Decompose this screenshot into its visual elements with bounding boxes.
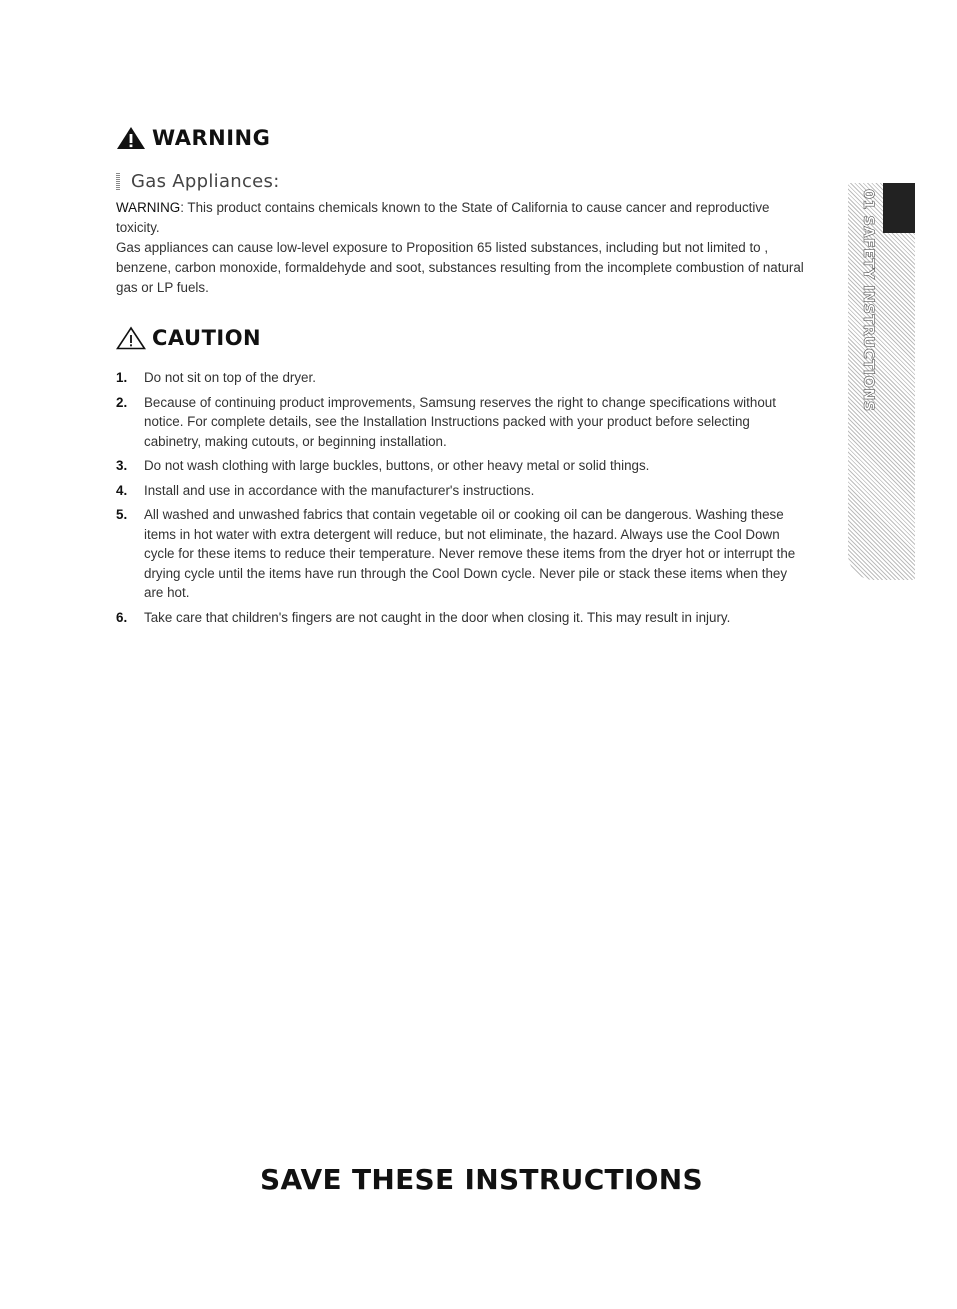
- item-number: 3.: [116, 458, 128, 473]
- gas-warning-paragraph: [116, 198, 806, 238]
- warning-heading: [116, 126, 270, 150]
- item-text: All washed and unwashed fabrics that contain vegetable oil or cooking oil can be dangerous. Washing these items in hot water with extra detergent will reduce, but not eliminate, the hazard. Always use the Cool Down cycle for these items to reduce their temperature. Never remove these items from the dryer hot or interrupt the drying cycle until the items have run through the Cool Down cycle. Never pile or stack these items when they are hot.: [144, 507, 796, 600]
- warning-text: : This product contains chemicals known to the State of California to cause cancer and reproductive toxicity.: [116, 200, 770, 235]
- item-number: 2.: [116, 394, 128, 410]
- side-tab-label: 01 SAFETY INSTRUCTIONS: [860, 189, 876, 412]
- section-side-tab: [848, 183, 915, 580]
- list-item: [116, 393, 806, 452]
- list-item: [116, 481, 806, 501]
- item-text: Because of continuing product improvements, Samsung reserves the right to change specifications without notice. For complete details, see the Installation Instructions packed with your product before selecting cabinetry, making cutouts, or beginning installation.: [144, 394, 776, 449]
- gas-exposure-paragraph: Gas appliances can cause low-level exposure to Proposition 65 listed substances, including but not limited to , benzene, carbon monoxide, formaldehyde and soot, substances resulting from the incomplete combustion of natural gas or LP fuels.: [116, 240, 804, 295]
- item-number: 6.: [116, 609, 128, 625]
- caution-list: [116, 368, 806, 632]
- caution-heading: [116, 326, 261, 350]
- save-instructions-title: SAVE THESE INSTRUCTIONS: [260, 1163, 703, 1196]
- subheading-bar: [116, 173, 120, 190]
- subheading-text: Gas Appliances:: [131, 171, 280, 192]
- caution-title: CAUTION: [152, 326, 262, 350]
- list-item: [116, 368, 806, 388]
- list-item: [116, 505, 806, 603]
- warning-triangle-icon: [116, 126, 146, 150]
- item-text: Take care that children's fingers are not caught in the door when closing it. This may result in injury.: [144, 609, 731, 625]
- caution-triangle-icon: [116, 326, 146, 350]
- list-item: [116, 456, 806, 476]
- list-item: [116, 608, 806, 628]
- gas-appliances-subheading: [116, 171, 280, 192]
- item-number: 5.: [116, 507, 128, 522]
- item-number: 4.: [116, 482, 128, 498]
- warning-label: WARNING: [116, 200, 181, 215]
- item-number: 1.: [116, 370, 128, 385]
- item-text: Install and use in accordance with the manufacturer's instructions.: [144, 482, 535, 498]
- item-text: Do not wash clothing with large buckles, buttons, or other heavy metal or solid things.: [144, 458, 650, 473]
- item-text: Do not sit on top of the dryer.: [144, 370, 316, 385]
- warning-title: WARNING: [152, 126, 271, 150]
- side-tab-dark-block: [883, 183, 915, 233]
